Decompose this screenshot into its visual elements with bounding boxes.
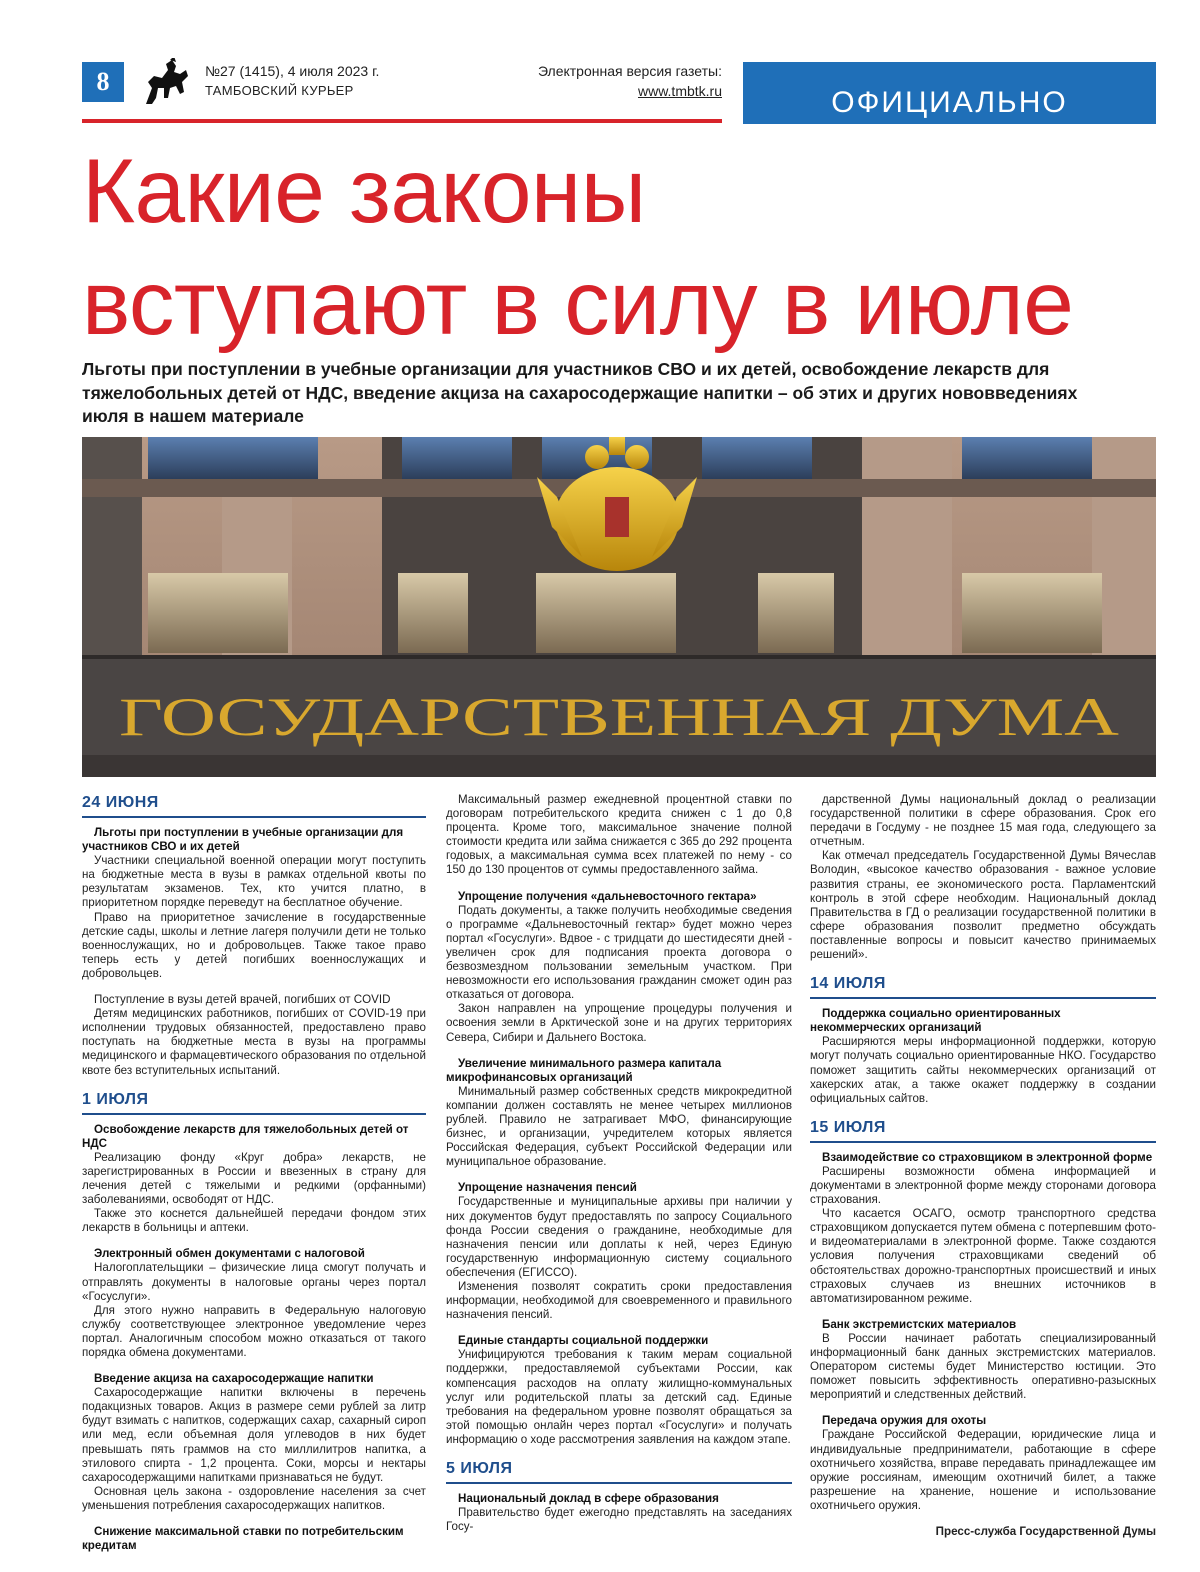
lead-paragraph: Льготы при поступлении в учебные организации для участников СВО и их детей, освобождение лекарств для тяжелобольных детей от НДС, введение акциза на сахаросодержащие напитки – об этих и других нововведениях июля в нашем материале: [82, 359, 1078, 426]
paragraph: Реализацию фонду «Круг добра» лекарств, не зарегистрированных в России и ввезенных в страну для лечения детей с тяжелыми и редкими (орфанными) заболеваниями, освободят от НДС.: [82, 1150, 426, 1207]
paragraph: Основная цель закона - оздоровление населения за счет уменьшения потребления сахаросодержащих напитков.: [82, 1484, 426, 1512]
paragraph: В России начинает работать специализированный информационный банк данных экстремистских материалов. Оператором системы будет Министерство юстиции. Это поможет повысить эффективность оперативно-разыскных мероприятий и следственных действий.: [810, 1331, 1156, 1402]
paragraph: Как отмечал председатель Государственной Думы Вячеслав Володин, «высокое качество образования - важное условие развития страны, ее экономического роста. Парламентский контроль в этой сфере необходим. Национальный доклад Правительства в ГД о реализации государственной политики в сфере образования позволит предметно обсуждать поставленные вопросы и повысит качество принимаемых решений».: [810, 849, 1156, 962]
paragraph: Сахаросодержащие напитки включены в перечень подакцизных товаров. Акциз в размере семи рублей за литр будут взимать с напитков, содержащих сахар, сахарный сироп или мед, если объемная доля углеводов в них будет превышать пять граммов на сто миллилитров напитка, а этилового спирта - 1,2 процента. Соки, морсы и нектары сахаросодержащими напитками признаваться не будут.: [82, 1386, 426, 1484]
column-1: [82, 793, 426, 1553]
subheading: Введение акциза на сахаросодержащие напитки: [94, 1372, 374, 1386]
date-heading: 24 ИЮНЯ: [82, 793, 426, 818]
date-heading: 15 ИЮЛЯ: [810, 1118, 1156, 1143]
paragraph: Право на приоритетное зачисление в государственные детские сады, школы и летние лагеря получили дети не только военнослужащих, но и добровольцев. Также такое право теперь есть у детей погибших военнослужащих и добровольцев.: [82, 910, 426, 980]
column-2: [446, 793, 792, 1534]
paper-name: ТАМБОВСКИЙ КУРЬЕР: [205, 83, 354, 98]
headline: [82, 136, 1162, 360]
subheading: Освобождение лекарств для тяжелобольных детей от НДС: [82, 1122, 409, 1150]
headline-line-1: Какие законы: [82, 141, 646, 242]
subheading: Передача оружия для охоты: [822, 1414, 987, 1428]
paragraph: Также это коснется дальнейшей передачи фондом этих лекарств в больницы и аптеки.: [82, 1207, 426, 1235]
date-heading: 5 ИЮЛЯ: [446, 1459, 792, 1484]
paragraph: Для этого нужно направить в Федеральную налоговую службу соответствующее электронное уведомление через портал. Аналогичным способом можно отказаться от такого порядка обмена документами.: [82, 1303, 426, 1359]
paragraph: Минимальный размер собственных средств микрокредитной компании должен составлять не менее четырех миллионов рублей. Правило не затрагивает МФО, финансирующие бизнес, и организации, учредителем которых является Российская Федерация, субъект Российской Федерации или муниципальное образование.: [446, 1084, 792, 1169]
paragraph: Государственные и муниципальные архивы при наличии у них документов будут предоставлять по запросу Социального фонда России сведения о гражданине, необходимые для назначения пенсии или доплаты к ней, через Единую государственную информационную систему социального обеспечения (ЕГИССО).: [446, 1195, 792, 1279]
photo-sign-text: ГОСУДАРСТВЕННАЯ ДУМА: [119, 687, 1119, 747]
e-version-label: Электронная версия газеты:: [537, 63, 722, 79]
paragraph: Максимальный размер ежедневной процентной ставки по договорам потребительского кредита снижен с 1 до 0,8 процента. Кроме того, максимальное значение полной стоимости кредита или займа снижается с 365 до 292 процента годовых, а максимальная сумма всех платежей по нему - со 150 до 130 процентов от суммы предоставленного займа.: [446, 793, 792, 877]
state-duma-photo: [82, 437, 1156, 777]
headline-line-2: вступают в силу в июле: [82, 253, 1074, 354]
paragraph: Детям медицинских работников, погибших от COVID-19 при исполнении трудовых обязанностей, предоставлено право поступать на бюджетные места в вузы на программы медицинского и фармацевтического образования по отдельной квоте без вступительных испытаний.: [82, 1007, 426, 1077]
paragraph: Налогоплательщики – физические лица смогут получать и отправлять документы в налоговые органы через портал «Госуслуги».: [82, 1261, 426, 1303]
page-number: 8: [82, 62, 124, 102]
subheading: Упрощение назначения пенсий: [458, 1181, 637, 1195]
electronic-version: [538, 61, 722, 101]
paragraph: Поступление в вузы детей врачей, погибших от COVID: [94, 993, 391, 1007]
subheading: Единые стандарты социальной поддержки: [458, 1334, 709, 1348]
paragraph: Что касается ОСАГО, осмотр транспортного средства страховщиком допускается путем обмена с потерпевшим фото- и видеоматериалами в электронной форме. Также создаются условия получения страховщиками сведений об обстоятельствах дорожно-транспортных происшествий и иных страховых случаев из внешних источников в автоматизированном режиме.: [810, 1207, 1156, 1305]
paragraph: Изменения позволят сократить сроки предоставления информации, необходимой для своевременного и правильного назначения пенсий.: [446, 1280, 792, 1322]
paragraph: Расширены возможности обмена информацией и документами в электронной форме между сторонами договора страхования.: [810, 1164, 1156, 1207]
paragraph: Правительство будет ежегодно представлять на заседаниях Госу-: [446, 1506, 792, 1534]
subheading: Электронный обмен документами с налоговой: [94, 1247, 365, 1261]
paragraph: Участники специальной военной операции могут поступить на бюджетные места в вузы в рамках отдельной квоты по результатам экзаменов. Тех, кто учится платно, в приоритетном порядке переведут на бесплатное обучение.: [82, 854, 426, 910]
issue-number: №27 (1415), 4 июля 2023 г.: [205, 63, 380, 79]
subheading: Снижение максимальной ставки по потребительским кредитам: [82, 1525, 404, 1553]
date-heading: 1 ИЮЛЯ: [82, 1090, 426, 1115]
horse-rider-logo: [140, 58, 192, 108]
header-rule: [82, 119, 722, 123]
paragraph: Закон направлен на упрощение процедуры получения и освоения земли в Арктической зоне и на других территориях Севера, Сибири и Дальнего Востока.: [446, 1002, 792, 1044]
subheading: Банк экстремистских материалов: [822, 1317, 1017, 1331]
subheading: Национальный доклад в сфере образования: [458, 1492, 719, 1506]
subheading: Льготы при поступлении в учебные организации для участников СВО и их детей: [82, 826, 404, 854]
subheading: Взаимодействие со страховщиком в электронной форме: [822, 1150, 1153, 1164]
date-heading: 14 ИЮЛЯ: [810, 974, 1156, 999]
paragraph: Подать документы, а также получить необходимые сведения о программе «Дальневосточный гектар» будет можно через портал «Госуслуги». Вдвое - с тридцати до шестидесяти дней - увеличен срок для подписания проекта договора о безвозмездном пользовании земельным участком. При невозможности его использования гражданин сможет один раз отказаться от договора.: [446, 903, 792, 1002]
subheading: Поддержка социально ориентированных некоммерческих организаций: [810, 1007, 1061, 1035]
column-3: [810, 793, 1156, 1539]
e-version-link[interactable]: www.tmbtk.ru: [637, 83, 722, 99]
paragraph: дарственной Думы национальный доклад о реализации государственной политики в сфере образования. Срок его передачи в Госдуму - не позднее 15 мая года, следующего за отчетным.: [810, 793, 1156, 849]
subheading: Упрощение получения «дальневосточного гектара»: [458, 889, 757, 903]
paragraph: Граждане Российской Федерации, юридические лица и индивидуальные предприниматели, работающие в сфере охотничьего хозяйства, вправе передавать принадлежащее им оружие россиянам, имеющим охотничий билет, а также разрешение на хранение, ношение и использование охотничьего оружия.: [810, 1428, 1156, 1512]
signature: Пресс-служба Государственной Думы: [935, 1525, 1156, 1539]
subheading: Увеличение минимального размера капитала микрофинансовых организаций: [446, 1056, 722, 1084]
paragraph: Унифицируются требования к таким мерам социальной поддержки, предоставляемой субъектами России, как компенсация расходов на оплату жилищно-коммунальных услуг или родительской платы за детский сад. Единые требования на федеральном уровне позволят обращаться за этой помощью онлайн через портал «Госуслуги» и получать информацию о ходе рассмотрения заявления на каждом этапе.: [446, 1348, 792, 1446]
section-banner: ОФИЦИАЛЬНО: [743, 62, 1156, 124]
paragraph: Расширяются меры информационной поддержки, которую могут получать социально ориентированные НКО. Государство поможет защитить сайты некоммерческих организаций от хакерских атак, а также окажет поддержку в создании официальных сайтов.: [810, 1035, 1156, 1105]
issue-info: [205, 61, 379, 101]
